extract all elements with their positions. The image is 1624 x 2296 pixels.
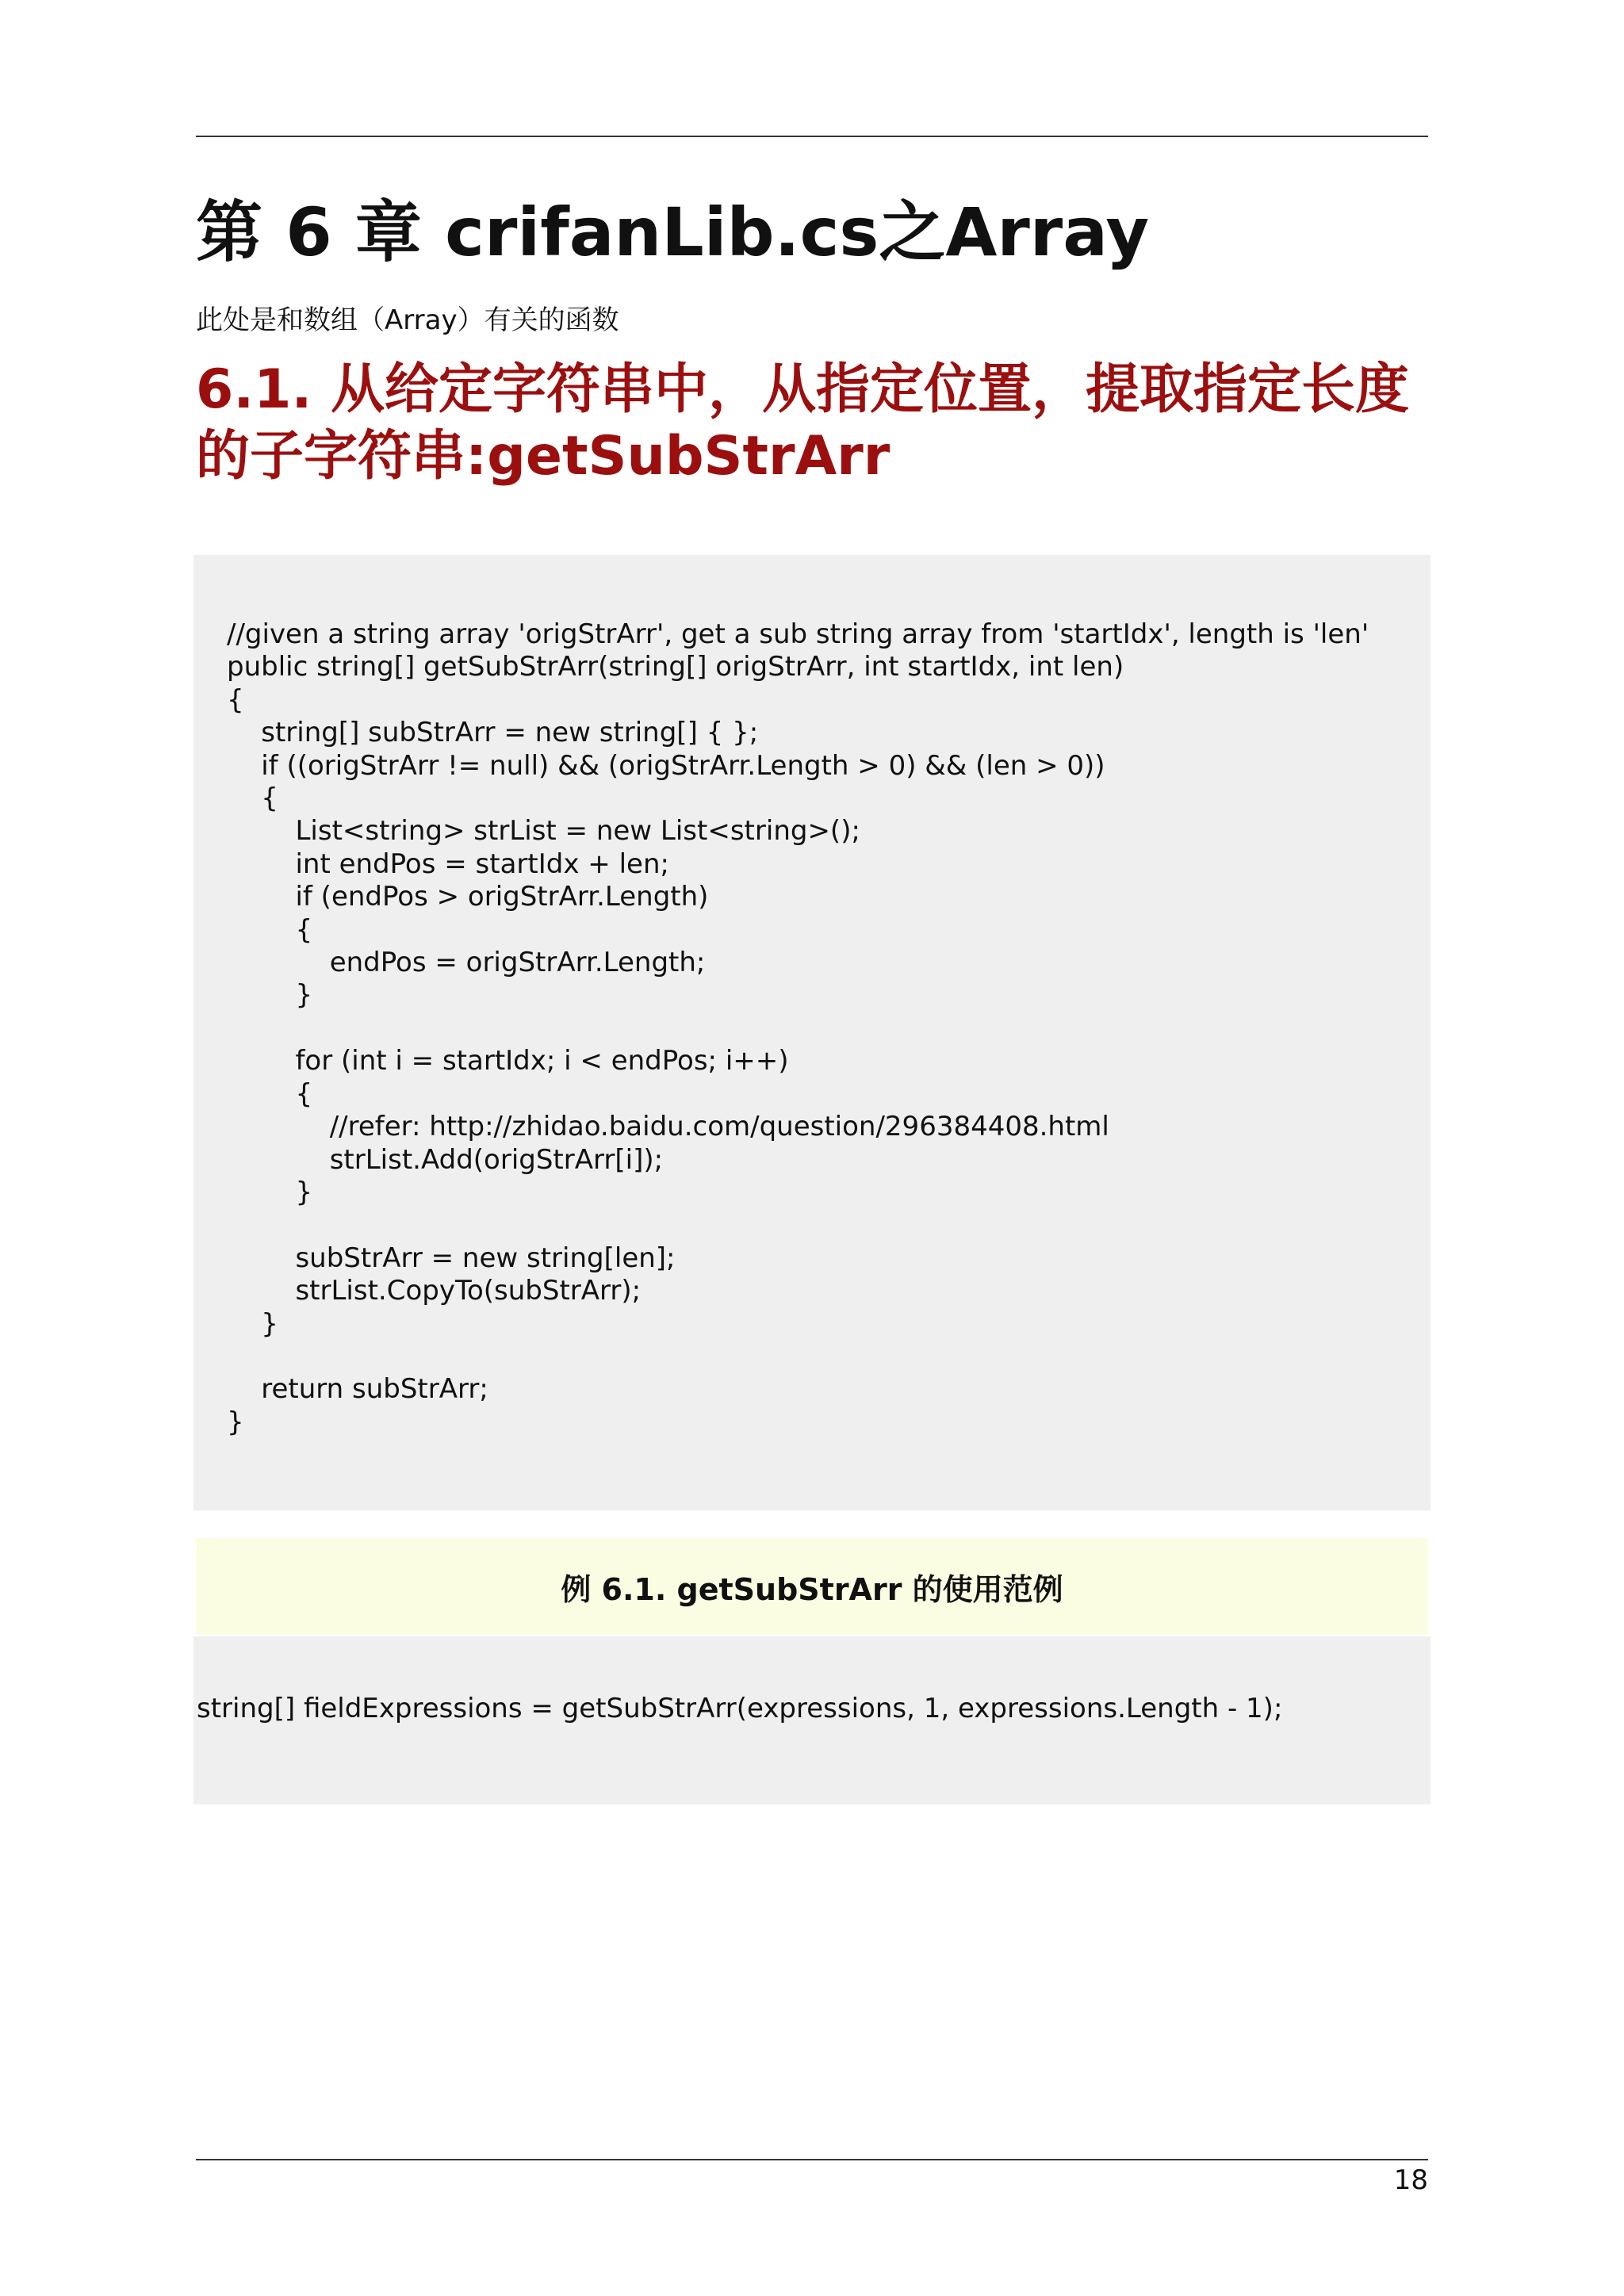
example-title: 例 6.1. getSubStrArr 的使用范例 (196, 1538, 1428, 1635)
code-listing-block (193, 555, 1431, 1510)
page-number: 18 (1393, 2164, 1428, 2196)
code-listing-text: //given a string array 'origStrArr', get a sub string array from 'startIdx', length is 'len' public string[] getSubStrArr(string[] origStrArr, int startIdx, int len) { string[] subStrArr = new string[] { }; if ((origStrArr != null) && (origStrArr.Length > 0) && (len > 0)) { List<string> strList = new List<string>(); int endPos = startIdx + len; if (endPos > origStrArr.Length) { endPos = origStrArr.Length; } for (int i = startIdx; i < endPos; i++) { //refer: http://zhidao.baidu.com/question/296384408.html strList.Add(origStrArr[i]); } subStrArr = new string[len]; strList.CopyTo(subStrArr); } return subStrArr; } (227, 618, 1369, 1438)
chapter-title: 第 6 章 crifanLib.cs之Array (196, 193, 1150, 271)
section-title: 6.1. 从给定字符串中，从指定位置，提取指定长度的子字符串:getSubStrArr (196, 358, 1409, 488)
chapter-intro: 此处是和数组（Array）有关的函数 (196, 304, 619, 336)
footer-rule (196, 2159, 1428, 2160)
example-code-block (193, 1636, 1431, 1804)
example-code-text: string[] fieldExpressions = getSubStrArr(expressions, 1, expressions.Length - 1); (197, 1693, 1283, 1724)
header-rule (196, 136, 1428, 137)
